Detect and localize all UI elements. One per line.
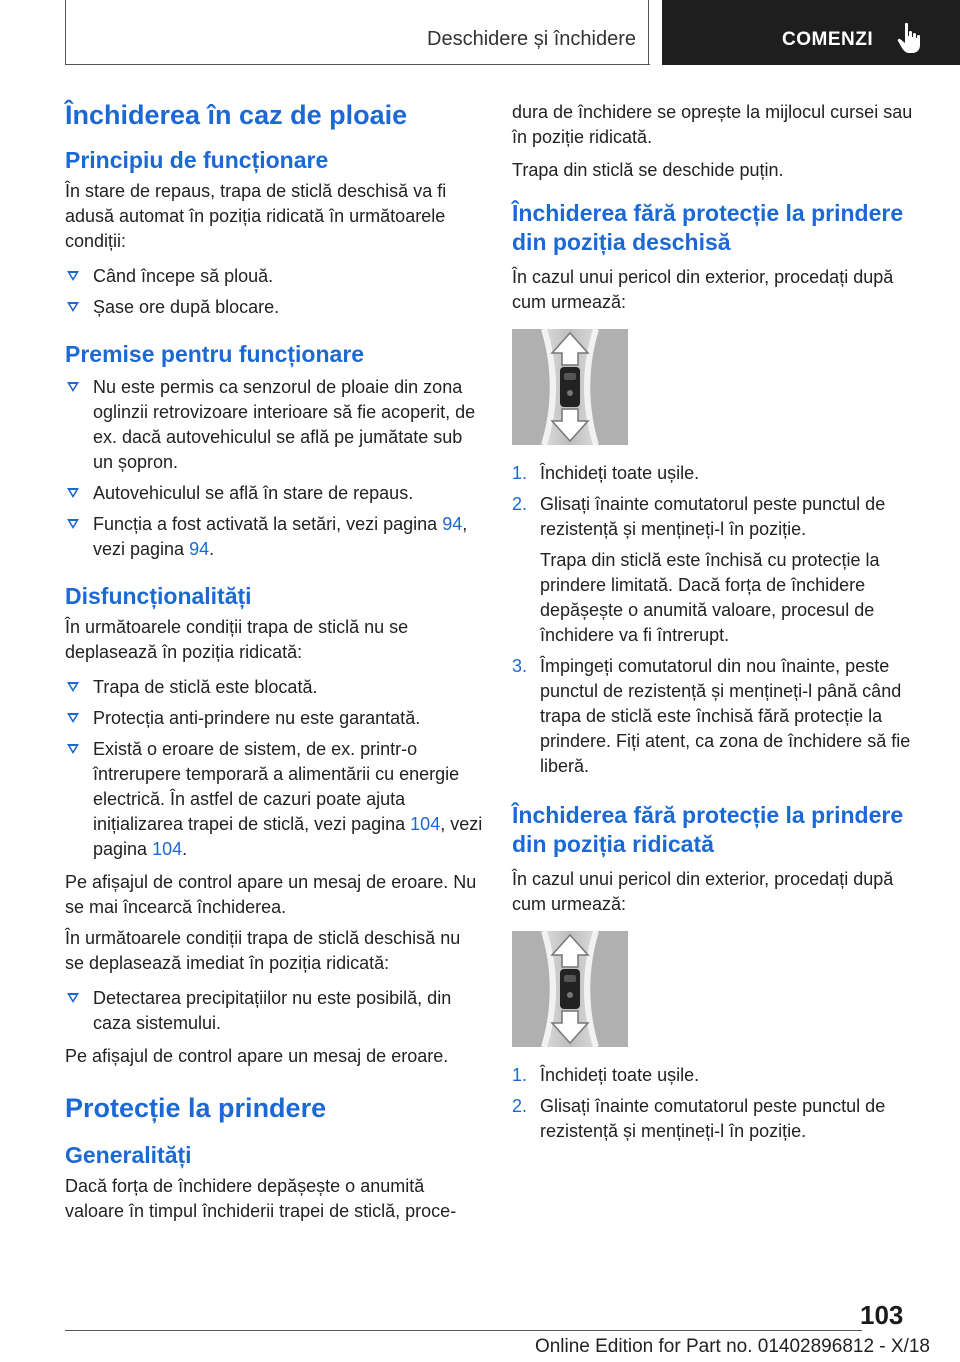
list-item: Autovehiculul se află în stare de repaus. (65, 481, 483, 506)
header-chapter-label: COMENZI (782, 29, 874, 50)
header-border-left (65, 0, 66, 65)
heading-close-from-raised: Închiderea fără protecție la prindere din poziția ridicată (512, 802, 904, 857)
triangle-bullet-icon (67, 271, 79, 281)
close-raised-intro: În cazul unui pericol din exterior, procedați după cum urmează: (512, 869, 894, 914)
list-item: Funcția a fost activată la setări, vezi pagina 94, vezi pagina 94. (65, 512, 483, 562)
heading-malfunctions: Disfuncționalități (65, 583, 252, 609)
page-link[interactable]: 104 (152, 839, 183, 859)
list-item: Trapa de sticlă este blocată. (65, 675, 483, 700)
list-item: Detectarea precipitațiilor nu este posibilă, din caza sistemului. (65, 986, 483, 1036)
header-border-bottom (65, 64, 650, 65)
triangle-bullet-icon (67, 744, 79, 754)
list-item: Când începe să plouă. (65, 264, 483, 289)
error-message-text-2: Pe afișajul de control apare un mesaj de eroare. (65, 1046, 449, 1066)
right-column (512, 100, 932, 1144)
list-item: Există o eroare de sistem, de ex. printr-o întrerupere temporară a alimentării cu energie electrică. În astfel de cazuri poate ajuta inițializarea trapei de sticlă, vezi pagina 104, vezi pagina 104. (65, 737, 483, 862)
page-link[interactable]: 104 (410, 814, 441, 834)
list-item: 1. Închideți toate ușile. (512, 1065, 700, 1085)
principle-list (65, 264, 483, 320)
header-chapter-tab (662, 0, 960, 65)
error-message-text: Pe afișajul de control apare un mesaj de eroare. Nu se mai încearcă închiderea. (65, 872, 477, 917)
steps-from-open (512, 461, 932, 779)
footer-edition: Online Edition for Part no. 01402896812 - X/18 (534, 1336, 930, 1357)
principle-text: În stare de repaus, trapa de sticlă deschisă va fi adusă automat în poziția ridicată în următoarele condiții: (65, 181, 447, 251)
pinch-text: Dacă forța de închidere depășește o anumită valoare în timpul închiderii trapei de sticlă, proce- (65, 1176, 457, 1221)
triangle-bullet-icon (67, 682, 79, 692)
left-column (65, 98, 483, 1224)
roof-switch-icon (512, 931, 628, 1047)
pinch-text-continued: dura de închidere se oprește la mijlocul cursei sau în poziție ridicată. (512, 102, 913, 147)
list-item: Nu este permis ca senzorul de ploaie din zona oglinzii retrovizoare interioare să fie acoperit, de ex. dacă autovehiculul se află pe jumătate sub un șopron. (65, 375, 483, 475)
header-border-divider (648, 0, 649, 65)
page-link[interactable]: 94 (189, 539, 210, 559)
roof-switch-illustration (512, 329, 628, 445)
malfunctions-intro-2: În următoarele condiții trapa de sticlă deschisă nu se deplasează imediat în poziția ridicată: (65, 928, 461, 973)
list-item: 2. Glisați înainte comutatorul peste punctul de rezistență și mențineți-l în poziție. (512, 1096, 886, 1141)
triangle-bullet-icon (67, 488, 79, 498)
triangle-bullet-icon (67, 302, 79, 312)
malfunctions-list (65, 675, 483, 862)
footer-divider (65, 1330, 862, 1331)
heading-principle: Principiu de funcționare (65, 147, 329, 173)
triangle-bullet-icon (67, 519, 79, 529)
premises-list (65, 375, 483, 562)
list-item: 2. Glisați înainte comutatorul peste punctul de rezistență și mențineți-l în poziție. (512, 494, 886, 539)
list-item: Protecția anti-prindere nu este garantată. (65, 706, 483, 731)
heading-general: Generalități (65, 1142, 192, 1168)
malfunctions-intro: În următoarele condiții trapa de sticlă nu se deplasează în poziția ridicată: (65, 617, 409, 662)
heading-pinch-protection: Protecție la prindere (65, 1093, 327, 1123)
close-open-intro: În cazul unui pericol din exterior, procedați după cum urmează: (512, 267, 894, 312)
triangle-bullet-icon (67, 993, 79, 1003)
steps-from-raised (512, 1063, 932, 1144)
pinch-text-opens: Trapa din sticlă se deschide puțin. (512, 160, 784, 180)
page-link[interactable]: 94 (442, 514, 463, 534)
roof-switch-icon (512, 329, 628, 445)
list-item: Șase ore după blocare. (65, 295, 483, 320)
heading-premises: Premise pentru funcționare (65, 341, 365, 367)
roof-switch-illustration (512, 931, 628, 1047)
header-section-title: Deschidere și închidere (427, 28, 636, 50)
list-item: 1. Închideți toate ușile. (512, 463, 700, 483)
triangle-bullet-icon (67, 713, 79, 723)
list-item: Trapa din sticlă este închisă cu protecție la prindere limitată. Dacă forța de închidere depășește o anumită valoare, procesul de închidere va fi întrerupt. (540, 550, 880, 645)
page-number: 103 (860, 1300, 904, 1330)
malfunctions-list-2 (65, 986, 483, 1036)
heading-rain-closing: Închiderea în caz de ploaie (65, 100, 408, 130)
heading-close-from-open: Închiderea fără protecție la prindere din poziția deschisă (512, 200, 904, 255)
triangle-bullet-icon (67, 382, 79, 392)
list-item: 3. Împingeți comutatorul din nou înainte, peste punctul de rezistență și mențineți-l până când trapa de sticlă este închisă fără protecție la prindere. Fiți atent, ca zona de închidere să fie liberă. (512, 656, 911, 776)
pointing-hand-icon (897, 22, 923, 54)
